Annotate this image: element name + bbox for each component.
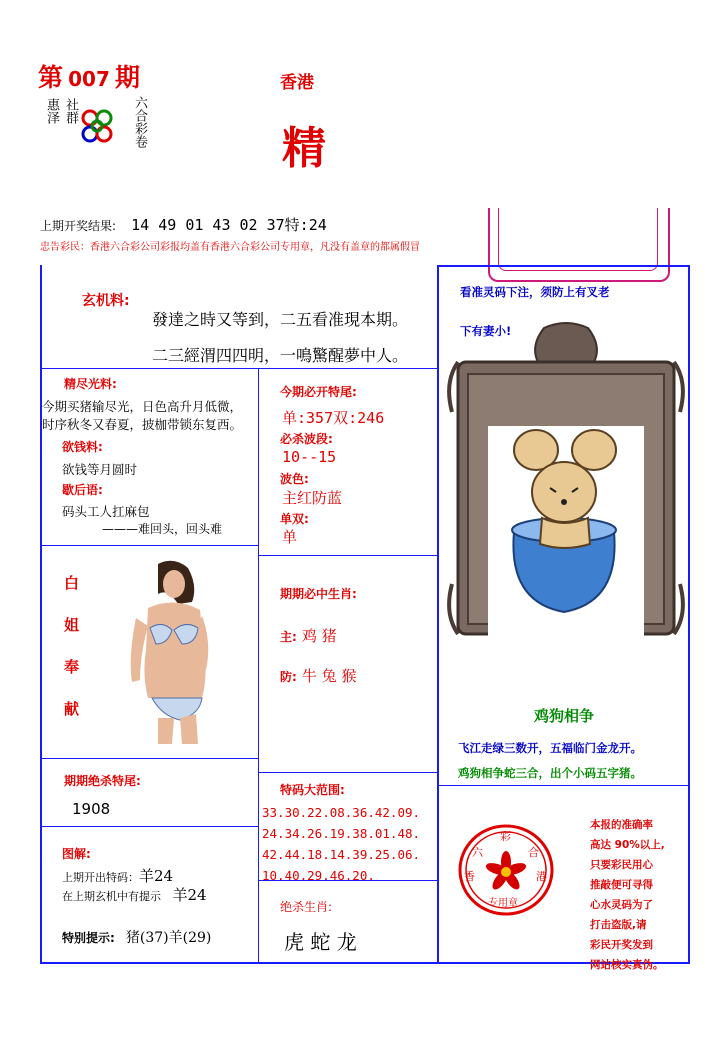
- xiehou-text: 码头工人扛麻包: [62, 504, 150, 519]
- brand-text-2: 社群: [63, 98, 78, 124]
- range-title: 特码大范围:: [280, 783, 345, 797]
- issue-title: [38, 58, 140, 94]
- last-results-label: 上期开奖结果:: [40, 219, 117, 233]
- seal-char-3: 合: [528, 846, 539, 859]
- notice-block: [590, 815, 684, 975]
- jingjin-line-2: 时序秋冬又春夏，披枷带锁东复西。: [42, 417, 243, 432]
- notice-line: 高达 90%以上,: [590, 839, 665, 851]
- lottery-logo: [80, 108, 114, 146]
- xiehou-answer: ———难回头，回头难: [102, 522, 223, 536]
- model-photo: [118, 558, 214, 744]
- bose-title: 波色:: [280, 472, 309, 486]
- issue-number: 007: [68, 67, 110, 91]
- issue-prefix: 第: [38, 63, 64, 92]
- fang-value: 牛 兔 猴: [301, 667, 357, 685]
- featured-char: 精: [282, 123, 326, 174]
- poem-line-1: 飞江走绿三数开，五福临门金龙开。: [458, 741, 642, 755]
- notice-line: 推敲便可寻得: [590, 879, 653, 891]
- notice-line: 心水灵码为了: [590, 899, 653, 911]
- baijie-char-3: 奉: [64, 658, 80, 676]
- tebie-value: 猪(37)羊(29): [125, 930, 212, 946]
- tujie-value-1: 羊24: [139, 867, 174, 885]
- baijie-char-4: 献: [64, 700, 80, 718]
- range-row: 10.40.29.46.20.: [262, 868, 375, 883]
- frame-top-right: [438, 265, 690, 267]
- divider-middle: [258, 368, 259, 963]
- notice-line: 只要彩民用心: [590, 859, 653, 871]
- tujie-line-1-text: 上期开出特码：: [62, 871, 139, 884]
- tewei-title: 今期必开特尾:: [280, 385, 357, 399]
- xiehou-title: 歇后语:: [62, 483, 103, 497]
- divider-left-2: [40, 758, 258, 759]
- divider-mid-2: [258, 772, 438, 773]
- warning-text: 忠告彩民：香港六合彩公司彩报均盖有香港六合彩公司专用章，凡没有盖章的都属假冒: [40, 242, 420, 253]
- picture-title: 鸡狗相争: [534, 707, 595, 725]
- fang-row: [280, 665, 356, 686]
- zhu-label: 主:: [280, 630, 297, 644]
- jingjin-line-1: 今期买猪输尽光，日色高升月低微，: [42, 399, 243, 414]
- brand-text-1: 惠泽: [44, 98, 59, 124]
- seal-char-6: 专用章: [488, 898, 518, 909]
- poem-line-2: 鸡狗相争蛇三合，出个小码五字猪。: [458, 766, 642, 780]
- tebie-row: [62, 927, 211, 947]
- framed-mouse-picture: [444, 322, 688, 650]
- brand-vertical-1: [45, 98, 59, 124]
- tujie-line-2: [62, 884, 207, 905]
- juesha-title: 期期绝杀特尾:: [64, 774, 141, 788]
- official-seal: [456, 822, 556, 918]
- last-results: [40, 214, 327, 235]
- frame-right: [688, 265, 690, 963]
- notice-line: 网站核实真伪。: [590, 959, 664, 971]
- divider-mid-1: [258, 555, 438, 556]
- divider-left-3: [40, 826, 258, 827]
- frame-left: [40, 265, 42, 963]
- hint-line-2: 下有妻小!: [460, 324, 512, 338]
- zhu-value: 鸡 猪: [301, 627, 337, 645]
- tujie-line-2-text: 在上期玄机中有提示: [62, 890, 161, 903]
- tujie-line-1: [62, 865, 173, 886]
- shengxiao-title: 期期必中生肖:: [280, 587, 357, 601]
- xuanji-line-1: 發達之時又等到，二五看准現本期。: [152, 310, 409, 329]
- range-row: 24.34.26.19.38.01.48.: [262, 826, 421, 841]
- juesha-sx-value: 虎 蛇 龙: [284, 930, 357, 954]
- xuanji-line-2: 二三經渭四四明，一鳴驚醒夢中人。: [152, 346, 409, 365]
- pink-frame-inner: [498, 208, 658, 271]
- baijie-char-2: 姐: [64, 616, 80, 634]
- xuanji-title: 玄机料:: [82, 293, 130, 309]
- brand-vertical-3: [133, 96, 147, 148]
- notice-line: 彩民开奖发到: [590, 939, 653, 951]
- last-results-numbers: 14 49 01 43 02 37特:24: [131, 216, 327, 234]
- tewei-value: 单:357双:246: [282, 409, 385, 427]
- bose-value: 主红防蓝: [282, 489, 343, 507]
- bosu-value: 10--15: [282, 448, 337, 466]
- zhu-row: [280, 625, 337, 646]
- brand-text-3: 六合彩卷: [132, 96, 147, 148]
- divider-xuanji-bottom: [40, 368, 438, 369]
- tujie-title: 图解:: [62, 847, 91, 861]
- divider-left-1: [40, 545, 258, 546]
- range-numbers: [262, 802, 420, 886]
- baijie-char-1: 白: [64, 574, 80, 592]
- yuqian-text: 欲钱等月圆时: [62, 462, 138, 477]
- juesha-value: 1908: [72, 800, 111, 818]
- hint-line-1: 看准灵码下注，须防上有叉老: [460, 285, 610, 299]
- divider-right-1: [438, 785, 690, 786]
- region-label: 香港: [280, 73, 314, 93]
- juesha-sx-title: 绝杀生肖:: [280, 900, 333, 914]
- seal-char-2: 彩: [500, 830, 511, 843]
- range-row: 33.30.22.08.36.42.09.: [262, 805, 421, 820]
- bosu-title: 必杀波段:: [280, 432, 333, 446]
- brand-vertical-2: [64, 98, 78, 124]
- seal-char-4: 香: [464, 870, 475, 883]
- danshuang-title: 单双:: [280, 512, 309, 526]
- notice-line: 打击盗版,请: [590, 919, 647, 931]
- tujie-value-2: 羊24: [172, 886, 207, 904]
- tebie-title: 特别提示:: [62, 931, 115, 945]
- frame-divider-right: [437, 265, 439, 963]
- issue-suffix: 期: [114, 63, 140, 92]
- yuqian-title: 欲钱料:: [62, 440, 103, 454]
- danshuang-value: 单: [282, 528, 298, 546]
- baijie-vertical-title: [64, 562, 82, 730]
- seal-char-5: 港: [536, 870, 547, 883]
- fang-label: 防:: [280, 670, 297, 684]
- jingjin-title: 精尽光料:: [64, 377, 117, 391]
- seal-char-1: 六: [472, 846, 483, 859]
- range-row: 42.44.18.14.39.25.06.: [262, 847, 421, 862]
- notice-line: 本报的准确率: [590, 819, 653, 831]
